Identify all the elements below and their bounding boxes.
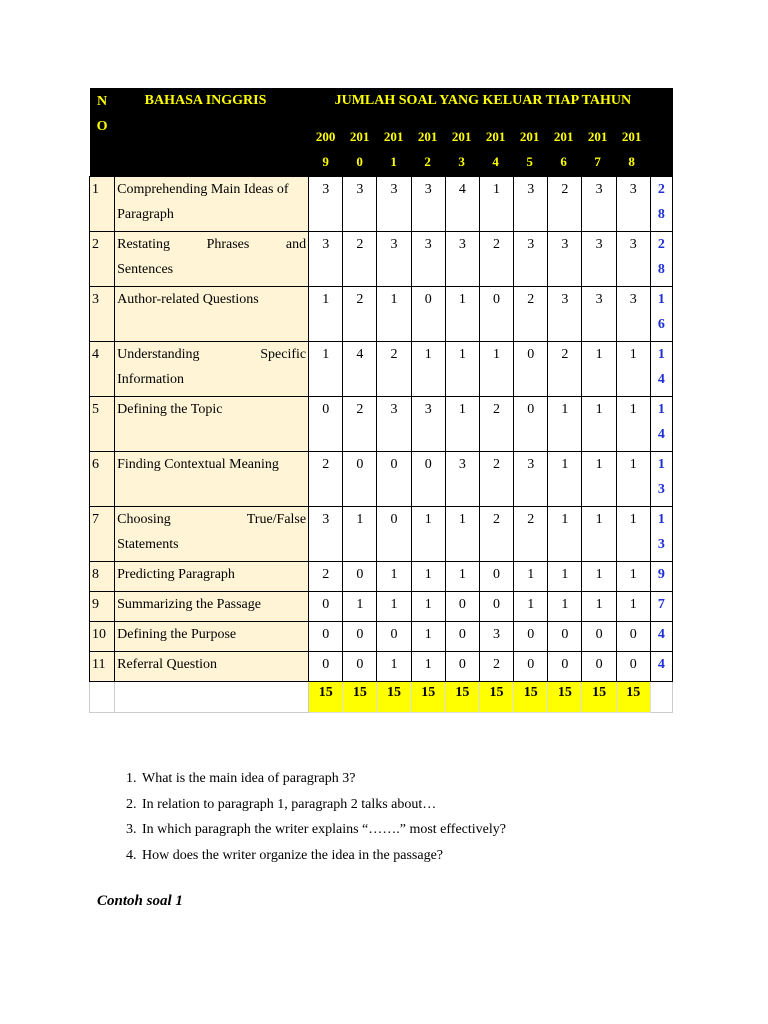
row-year-count: 1 [616, 562, 650, 592]
header-year [547, 124, 581, 174]
row-year-count: 0 [445, 652, 479, 682]
row-subject-line1: Defining the Purpose [117, 627, 237, 642]
header-years [309, 88, 673, 177]
header-year-bottom: 2 [424, 154, 431, 169]
row-year-count: 1 [582, 342, 616, 397]
row-year-count: 0 [445, 592, 479, 622]
header-year-top: 201 [485, 129, 506, 144]
header-year-top: 201 [621, 129, 642, 144]
row-year-count: 1 [343, 507, 377, 562]
year-sum: 15 [514, 682, 548, 713]
row-year-count: 0 [309, 397, 343, 452]
row-year-count: 2 [479, 397, 513, 452]
row-total [650, 592, 672, 622]
row-total-bottom: 8 [657, 207, 665, 222]
row-year-count: 1 [411, 562, 445, 592]
row-number: 4 [90, 342, 115, 397]
header-year [581, 124, 615, 174]
row-year-count: 1 [411, 652, 445, 682]
row-year-count: 1 [616, 592, 650, 622]
header-year [479, 124, 513, 174]
row-year-count: 3 [514, 452, 548, 507]
table-row [90, 452, 673, 507]
row-year-count: 0 [377, 622, 411, 652]
row-total-top: 4 [657, 627, 665, 642]
year-sum: 15 [411, 682, 445, 713]
row-year-count: 3 [377, 232, 411, 287]
row-year-count: 3 [411, 397, 445, 452]
table-row [90, 592, 673, 622]
table-row [90, 232, 673, 287]
row-year-count: 0 [309, 652, 343, 682]
row-subject-line1: Understanding Specific [117, 347, 307, 362]
header-year [615, 124, 649, 174]
row-year-count: 0 [616, 622, 650, 652]
row-number: 11 [90, 652, 115, 682]
row-year-count: 1 [411, 507, 445, 562]
header-year-top: 201 [587, 129, 608, 144]
table-row [90, 397, 673, 452]
row-year-count: 3 [548, 287, 582, 342]
row-year-count: 1 [616, 452, 650, 507]
row-year-count: 2 [377, 342, 411, 397]
row-year-count: 0 [411, 452, 445, 507]
row-year-count: 2 [309, 562, 343, 592]
row-year-count: 1 [411, 342, 445, 397]
row-subject [115, 397, 309, 452]
table-row [90, 287, 673, 342]
row-year-count: 1 [377, 652, 411, 682]
row-total-bottom: 4 [657, 427, 665, 442]
row-year-count: 3 [479, 622, 513, 652]
row-year-count: 2 [343, 287, 377, 342]
row-year-count: 3 [616, 232, 650, 287]
row-total [650, 452, 672, 507]
row-subject-line2: Information [117, 372, 184, 387]
row-total-top: 1 [657, 347, 665, 362]
header-year-top: 201 [553, 129, 574, 144]
row-year-count: 2 [514, 507, 548, 562]
row-year-count: 1 [548, 452, 582, 507]
header-year [513, 124, 547, 174]
row-year-count: 0 [616, 652, 650, 682]
row-year-count: 3 [582, 232, 616, 287]
row-year-count: 3 [411, 232, 445, 287]
row-subject [115, 232, 309, 287]
header-year-bottom: 6 [560, 154, 567, 169]
row-year-count: 1 [548, 507, 582, 562]
row-subject [115, 452, 309, 507]
row-year-count: 0 [377, 452, 411, 507]
row-year-count: 0 [514, 622, 548, 652]
row-total [650, 652, 672, 682]
header-year [411, 124, 445, 174]
row-total [650, 232, 672, 287]
row-year-count: 3 [445, 232, 479, 287]
row-year-count: 1 [445, 342, 479, 397]
row-year-count: 0 [479, 592, 513, 622]
header-year [377, 124, 411, 174]
row-subject-line1: Comprehending Main Ideas of [117, 182, 289, 197]
row-subject [115, 652, 309, 682]
row-total-top: 7 [657, 597, 665, 612]
header-year-bottom: 7 [594, 154, 601, 169]
row-year-count: 3 [514, 177, 548, 232]
row-subject [115, 342, 309, 397]
row-subject-line1: Defining the Topic [117, 402, 223, 417]
row-total-top: 4 [657, 657, 665, 672]
header-no [90, 88, 115, 177]
row-year-count: 0 [343, 562, 377, 592]
row-year-count: 2 [548, 342, 582, 397]
row-year-count: 0 [343, 622, 377, 652]
table-row [90, 562, 673, 592]
row-year-count: 1 [377, 562, 411, 592]
year-sum: 15 [616, 682, 650, 713]
year-sum: 15 [548, 682, 582, 713]
row-total-top: 1 [657, 402, 665, 417]
row-subject [115, 562, 309, 592]
year-sum: 15 [343, 682, 377, 713]
year-sum: 15 [582, 682, 616, 713]
year-sum: 15 [445, 682, 479, 713]
row-number: 9 [90, 592, 115, 622]
row-total-top: 1 [657, 512, 665, 527]
row-year-count: 0 [309, 622, 343, 652]
table-row [90, 342, 673, 397]
row-year-count: 0 [343, 652, 377, 682]
row-year-count: 0 [548, 622, 582, 652]
row-total-top: 1 [657, 457, 665, 472]
row-year-count: 0 [479, 562, 513, 592]
example-question-list [116, 766, 506, 868]
row-year-count: 0 [514, 652, 548, 682]
row-year-count: 1 [377, 287, 411, 342]
question-item: 2. In relation to paragraph 1, paragraph 2 talks about… [140, 792, 506, 818]
row-year-count: 1 [445, 287, 479, 342]
row-year-count: 1 [343, 592, 377, 622]
row-year-count: 1 [616, 507, 650, 562]
sum-row [90, 682, 673, 713]
row-year-count: 4 [343, 342, 377, 397]
row-year-count: 0 [377, 507, 411, 562]
year-sum: 15 [377, 682, 411, 713]
row-total-bottom: 3 [657, 482, 665, 497]
table-row [90, 507, 673, 562]
row-year-count: 3 [309, 507, 343, 562]
row-subject-line1: Referral Question [117, 657, 218, 672]
header-year [343, 124, 377, 174]
header-no-bottom: O [96, 119, 108, 134]
row-total-top: 2 [657, 237, 665, 252]
row-year-count: 1 [548, 562, 582, 592]
header-year [445, 124, 479, 174]
row-total-bottom: 4 [657, 372, 665, 387]
row-number: 3 [90, 287, 115, 342]
row-year-count: 2 [514, 287, 548, 342]
sum-blank-cell [90, 682, 115, 713]
row-total [650, 342, 672, 397]
table-row [90, 652, 673, 682]
table-row [90, 177, 673, 232]
row-year-count: 2 [479, 652, 513, 682]
row-number: 2 [90, 232, 115, 287]
row-year-count: 2 [479, 452, 513, 507]
header-year-top: 201 [349, 129, 370, 144]
row-total [650, 562, 672, 592]
header-year-bottom: 0 [356, 154, 363, 169]
row-year-count: 1 [411, 622, 445, 652]
row-total [650, 397, 672, 452]
table-row [90, 622, 673, 652]
row-year-count: 0 [411, 287, 445, 342]
row-year-count: 3 [377, 177, 411, 232]
row-total-top: 1 [657, 292, 665, 307]
header-year-top: 201 [417, 129, 438, 144]
row-year-count: 1 [309, 287, 343, 342]
row-subject-line1: Author-related Questions [117, 292, 259, 307]
row-year-count: 0 [548, 652, 582, 682]
row-year-count: 2 [548, 177, 582, 232]
table-header-row [90, 88, 673, 177]
row-year-count: 1 [445, 507, 479, 562]
row-year-count: 1 [514, 592, 548, 622]
row-subject-line1: Choosing True/False [117, 512, 307, 527]
row-subject [115, 507, 309, 562]
header-year-bottom: 5 [526, 154, 533, 169]
row-year-count: 0 [582, 622, 616, 652]
row-year-count: 2 [309, 452, 343, 507]
header-year-bottom: 9 [322, 154, 329, 169]
row-year-count: 2 [479, 507, 513, 562]
row-number: 7 [90, 507, 115, 562]
row-year-count: 1 [411, 592, 445, 622]
question-frequency-table [89, 88, 673, 713]
row-subject [115, 622, 309, 652]
row-subject-line2: Statements [117, 537, 179, 552]
row-year-count: 1 [377, 592, 411, 622]
question-item: 4. How does the writer organize the idea in the passage? [140, 843, 506, 869]
question-item: 3. In which paragraph the writer explains “…….” most effectively? [140, 817, 506, 843]
row-year-count: 3 [411, 177, 445, 232]
row-year-count: 3 [616, 177, 650, 232]
row-year-count: 1 [445, 562, 479, 592]
row-subject [115, 592, 309, 622]
row-year-count: 3 [582, 177, 616, 232]
row-total-bottom: 8 [657, 262, 665, 277]
row-year-count: 2 [343, 232, 377, 287]
row-year-count: 1 [582, 507, 616, 562]
row-subject-line1: Predicting Paragraph [117, 567, 235, 582]
row-year-count: 0 [445, 622, 479, 652]
header-year-list [309, 124, 673, 174]
row-year-count: 0 [309, 592, 343, 622]
row-total [650, 287, 672, 342]
section-label: Contoh soal 1 [97, 893, 183, 909]
row-total [650, 622, 672, 652]
row-year-count: 1 [479, 342, 513, 397]
row-number: 5 [90, 397, 115, 452]
row-year-count: 0 [479, 287, 513, 342]
row-year-count: 3 [377, 397, 411, 452]
row-total [650, 507, 672, 562]
row-year-count: 1 [582, 452, 616, 507]
row-year-count: 1 [445, 397, 479, 452]
row-year-count: 1 [616, 342, 650, 397]
row-year-count: 0 [514, 397, 548, 452]
row-year-count: 3 [343, 177, 377, 232]
row-year-count: 3 [445, 452, 479, 507]
row-subject [115, 177, 309, 232]
row-year-count: 0 [514, 342, 548, 397]
row-year-count: 0 [343, 452, 377, 507]
row-total [650, 177, 672, 232]
row-year-count: 1 [582, 397, 616, 452]
row-number: 6 [90, 452, 115, 507]
row-subject-line1: Restating Phrases and [117, 237, 307, 252]
row-number: 10 [90, 622, 115, 652]
year-sum: 15 [309, 682, 343, 713]
row-subject-line2: Sentences [117, 262, 174, 277]
row-subject [115, 287, 309, 342]
row-year-count: 0 [582, 652, 616, 682]
row-year-count: 1 [582, 562, 616, 592]
row-year-count: 1 [514, 562, 548, 592]
row-year-count: 1 [479, 177, 513, 232]
header-year-bottom: 3 [458, 154, 465, 169]
header-year [309, 124, 343, 174]
header-year-top: 200 [315, 129, 336, 144]
header-no-top: N [97, 94, 108, 109]
row-year-count: 3 [309, 177, 343, 232]
row-year-count: 4 [445, 177, 479, 232]
header-year-bottom: 1 [390, 154, 397, 169]
row-year-count: 2 [479, 232, 513, 287]
row-total-top: 9 [657, 567, 665, 582]
row-year-count: 3 [616, 287, 650, 342]
header-year-top: 201 [519, 129, 540, 144]
header-subject: BAHASA INGGRIS [115, 88, 309, 177]
header-year-top: 201 [383, 129, 404, 144]
row-year-count: 3 [548, 232, 582, 287]
row-total-bottom: 6 [657, 317, 665, 332]
row-total-top: 2 [657, 182, 665, 197]
row-year-count: 1 [309, 342, 343, 397]
row-year-count: 3 [309, 232, 343, 287]
header-year-bottom: 4 [492, 154, 499, 169]
header-years-title: JUMLAH SOAL YANG KELUAR TIAP TAHUN [334, 93, 632, 108]
header-year-bottom: 8 [628, 154, 635, 169]
row-subject-line1: Finding Contextual Meaning [117, 457, 279, 472]
row-year-count: 2 [343, 397, 377, 452]
header-year-top: 201 [451, 129, 472, 144]
row-year-count: 1 [616, 397, 650, 452]
row-year-count: 1 [548, 397, 582, 452]
year-sum: 15 [479, 682, 513, 713]
sum-blank-cell [650, 682, 672, 713]
row-year-count: 1 [548, 592, 582, 622]
sum-blank-cell [115, 682, 309, 713]
row-subject-line2: Paragraph [117, 207, 174, 222]
question-item: 1. What is the main idea of paragraph 3? [140, 766, 506, 792]
row-year-count: 3 [582, 287, 616, 342]
row-number: 8 [90, 562, 115, 592]
row-number: 1 [90, 177, 115, 232]
row-year-count: 3 [514, 232, 548, 287]
row-year-count: 1 [582, 592, 616, 622]
row-total-bottom: 3 [657, 537, 665, 552]
row-subject-line1: Summarizing the Passage [117, 597, 261, 612]
